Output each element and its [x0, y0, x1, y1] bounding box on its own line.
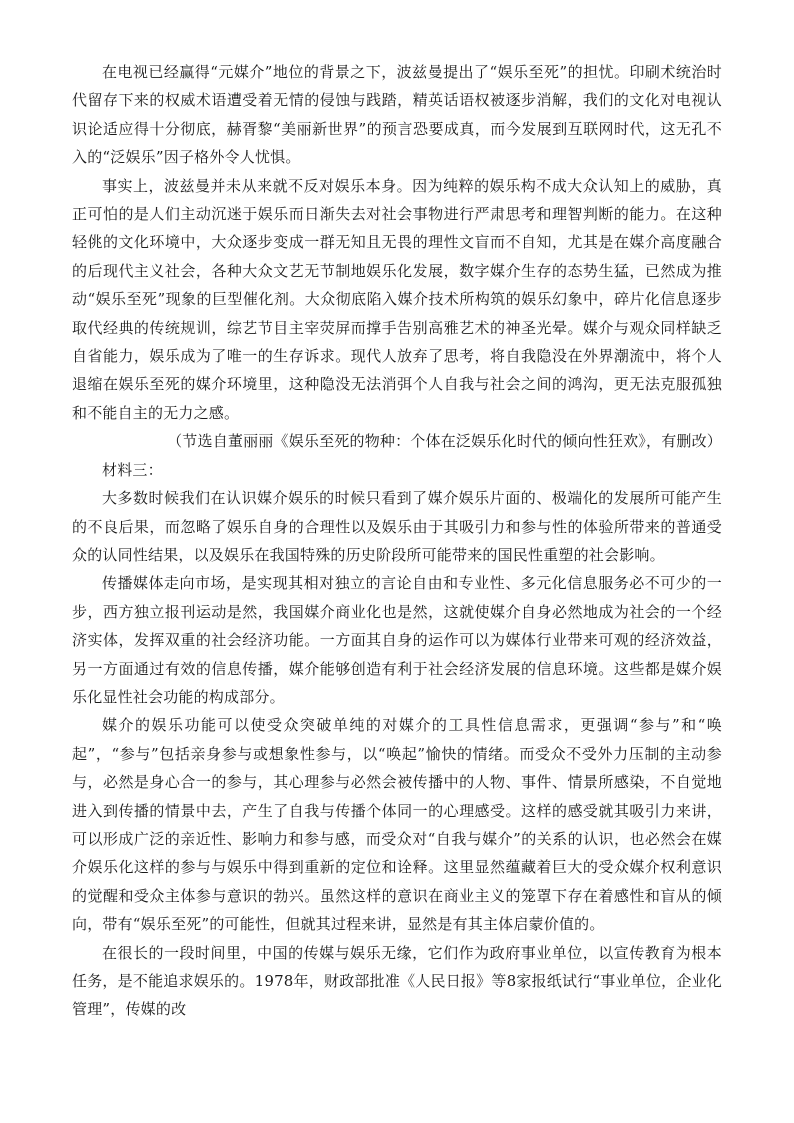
- paragraph-4: 传播媒体走向市场，是实现其相对独立的言论自由和专业性、多元化信息服务必不可少的一步，西方独立报刊运动是然，我国媒介商业化也是然，这就使媒介自身必然地成为社会的一个经济实体，发挥双重的社会经济功能。一方面其自身的运作可以为媒体行业带来可观的经济效益，另一方面通过有效的信息传播，媒介能够创造有利于社会经济发展的信息环境。这些都是媒介娱乐化显性社会功能的构成部分。: [72, 574, 722, 706]
- document-page: [72, 58, 722, 1024]
- paragraph-2: 事实上，波兹曼并未从来就不反对娱乐本身。因为纯粹的娱乐构不成大众认知上的威胁，真正可怕的是人们主动沉迷于娱乐而日渐失去对社会事物进行严肃思考和理智判断的能力。在这种轻佻的文化环境中，大众逐步变成一群无知且无畏的理性文盲而不自知，尤其是在媒介高度融合的后现代主义社会，各种大众文艺无节制地娱乐化发展，数字媒介生存的态势生猛，已然成为推动“娱乐至死”现象的巨型催化剂。大众彻底陷入媒介技术所构筑的娱乐幻象中，碎片化信息逐步取代经典的传统规训，综艺节目主宰荧屏而撑手告别高雅艺术的神圣光晕。媒介与观众同样缺乏自省能力，娱乐成为了唯一的生存诉求。现代人放弃了思考，将自我隐没在外界潮流中，将个人退缩在娱乐至死的媒介环境里，这种隐没无法消弭个人自我与社会之间的鸿沟，更无法克服孤独和不能自主的无力之感。: [72, 176, 722, 422]
- source-citation: （节选自董丽丽《娱乐至死的物种：个体在泛娱乐化时代的倾向性狂欢》，有删改）: [167, 432, 722, 451]
- material-label: 材料三：: [102, 460, 163, 479]
- paragraph-5: 媒介的娱乐功能可以使受众突破单纯的对媒介的工具性信息需求，更强调“参与”和“唤起”，“参与”包括亲身参与或想象性参与，以“唤起”愉快的情绪。而受众不受外力压制的主动参与，必然是身心合一的参与，其心理参与必然会被传播中的人物、事件、情景所感染，不自觉地进入到传播的情景中去，产生了自我与传播个体同一的心理感受。这样的感受就其吸引力来讲，可以形成广泛的亲近性、影响力和参与感，而受众对“自我与媒介”的关系的认识，也必然会在媒介娱乐化这样的参与与娱乐中得到重新的定位和诠释。这里显然蕴藏着巨大的受众媒介权利意识的觉醒和受众主体参与意识的勃兴。虽然这样的意识在商业主义的笼罩下存在着感性和盲从的倾向，带有“娱乐至死”的可能性，但就其过程来讲，显然是有其主体启蒙价值的。: [72, 716, 722, 934]
- paragraph-1: 在电视已经赢得“元媒介”地位的背景之下，波兹曼提出了“娱乐至死”的担忧。印刷术统治时代留存下来的权威术语遭受着无情的侵蚀与践踏，精英话语权被逐步消解，我们的文化对电视认识论适应得十分彻底，赫胥黎“美丽新世界”的预言恐要成真，而今发展到互联网时代，这无孔不入的“泛娱乐”因子格外令人忧惧。: [72, 63, 722, 167]
- paragraph-6: 在很长的一段时间里，中国的传媒与娱乐无缘，它们作为政府事业单位，以宣传教育为根本任务，是不能追求娱乐的。1978年，财政部批准《人民日报》等8家报纸试行“事业单位，企业化管理”，传媒的改: [72, 943, 722, 1019]
- paragraph-3: 大多数时候我们在认识媒介娱乐的时候只看到了媒介娱乐片面的、极端化的发展所可能产生的不良后果，而忽略了娱乐自身的合理性以及娱乐由于其吸引力和参与性的体验所带来的普通受众的认同性结果，以及娱乐在我国特殊的历史阶段所可能带来的国民性重塑的社会影响。: [72, 489, 722, 564]
